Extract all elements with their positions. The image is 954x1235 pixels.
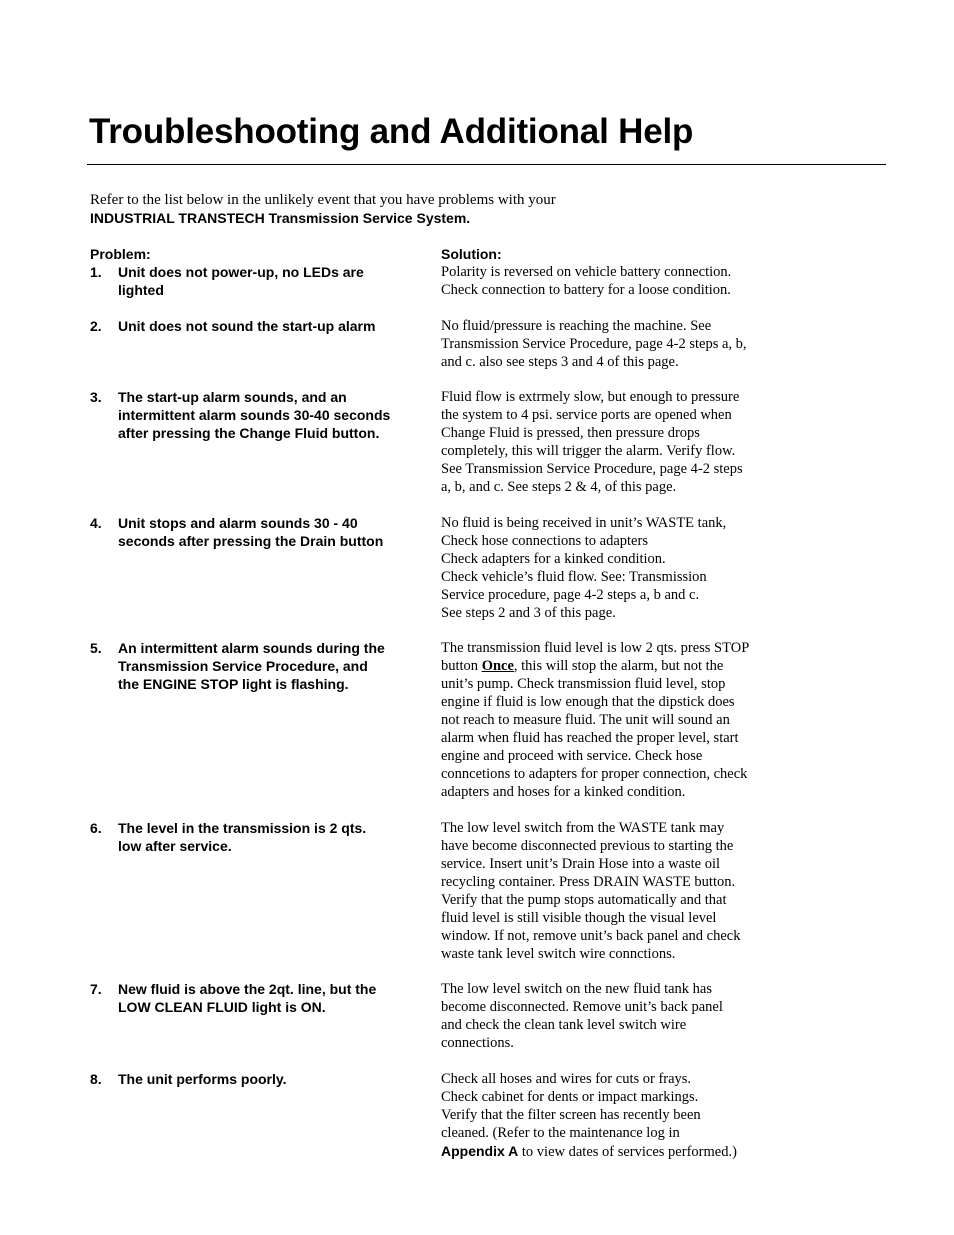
solution-text: Fluid flow is extrmely slow, but enough to pressure the system to 4 psi. service ports are opened when Change Fluid is pressed, then pressure drops completely, this will trigger the alarm. Verify flow. See Transmission Service Procedure, page 4-2 steps a, b, and c. See steps 2 & 4, of this page. [441, 389, 743, 495]
solution-text: The low level switch on the new fluid tank has become disconnected. Remove unit’s back panel and check the clean tank level switch wire connections. [441, 981, 723, 1051]
appendix-reference: Appendix A [441, 1143, 519, 1159]
solution-text-end: to view dates of services performed.) [518, 1144, 737, 1160]
item-number: 5. [90, 640, 102, 656]
item-number: 7. [90, 981, 102, 997]
solution-text: The low level switch from the WASTE tank may have become disconnected previous to starting the service. Insert unit’s Drain Hose into a waste oil recycling container. Press DRAIN WASTE button. Verify that the pump stops automatically and that fluid level is still visible though the visual level window. If not, remove unit’s back panel and check waste tank level switch wire connctions. [441, 820, 741, 962]
problem-text: New fluid is above the 2qt. line, but the LOW CLEAN FLUID light is ON. [118, 981, 377, 1015]
solution-text-start: The transmission fluid level is low 2 qts. press STOP button [441, 640, 750, 674]
problem-text: The unit performs poorly. [118, 1071, 287, 1087]
emphasis-once: Once [481, 658, 514, 674]
solution-text-start: Check all hoses and wires for cuts or frays. Check cabinet for dents or impact markings. Verify that the filter screen has recently been cleaned. (Refer to the maintenance log in [441, 1071, 701, 1141]
product-name: INDUSTRIAL TRANSTECH Transmission Service System. [90, 210, 471, 226]
solution-column-header: Solution: [441, 246, 502, 262]
title-divider [87, 164, 886, 165]
problem-text: Unit does not sound the start-up alarm [118, 318, 376, 334]
item-number: 3. [90, 389, 102, 405]
solution-text: No fluid/pressure is reaching the machine. See Transmission Service Procedure, page 4-2 steps a, b, and c. also see steps 3 and 4 of this page. [441, 318, 747, 370]
problem-column-header: Problem: [90, 246, 151, 262]
item-number: 8. [90, 1071, 102, 1087]
problem-text: Unit does not power-up, no LEDs are lighted [118, 264, 364, 298]
solution-text [441, 1070, 786, 1161]
solution-text: No fluid is being received in unit’s WASTE tank, Check hose connections to adapters Check adapters for a kinked condition. Check vehicle’s fluid flow. See: Transmission Service procedure, page 4-2 steps a, b and c. See steps 2 and 3 of this page. [441, 515, 727, 621]
solution-text: Polarity is reversed on vehicle battery connection. Check connection to battery for a loose condition. [441, 264, 732, 298]
problem-text: The level in the transmission is 2 qts. low after service. [118, 820, 367, 854]
intro-text: Refer to the list below in the unlikely event that you have problems with your [90, 192, 556, 208]
problem-text: The start-up alarm sounds, and an intermittent alarm sounds 30-40 seconds after pressing the Change Fluid button. [118, 389, 391, 441]
solution-text [441, 639, 786, 801]
solution-text-end: , this will stop the alarm, but not the unit’s pump. Check transmission fluid level, stop engine if fluid is low enough that the dipstick does not reach to measure fluid. The unit will sound an alarm when fluid has reached the proper level, start engine and proceed with service. Check hose conncetions to adapters for proper connection, check adapters and hoses for a kinked condition. [441, 658, 748, 800]
problem-text: An intermittent alarm sounds during the Transmission Service Procedure, and the ENGINE STOP light is flashing. [118, 640, 385, 692]
item-number: 2. [90, 318, 102, 334]
item-number: 6. [90, 820, 102, 836]
problem-text: Unit stops and alarm sounds 30 - 40 seconds after pressing the Drain button [118, 515, 384, 549]
item-number: 4. [90, 515, 102, 531]
item-number: 1. [90, 264, 102, 280]
page-title: Troubleshooting and Additional Help [89, 112, 694, 151]
